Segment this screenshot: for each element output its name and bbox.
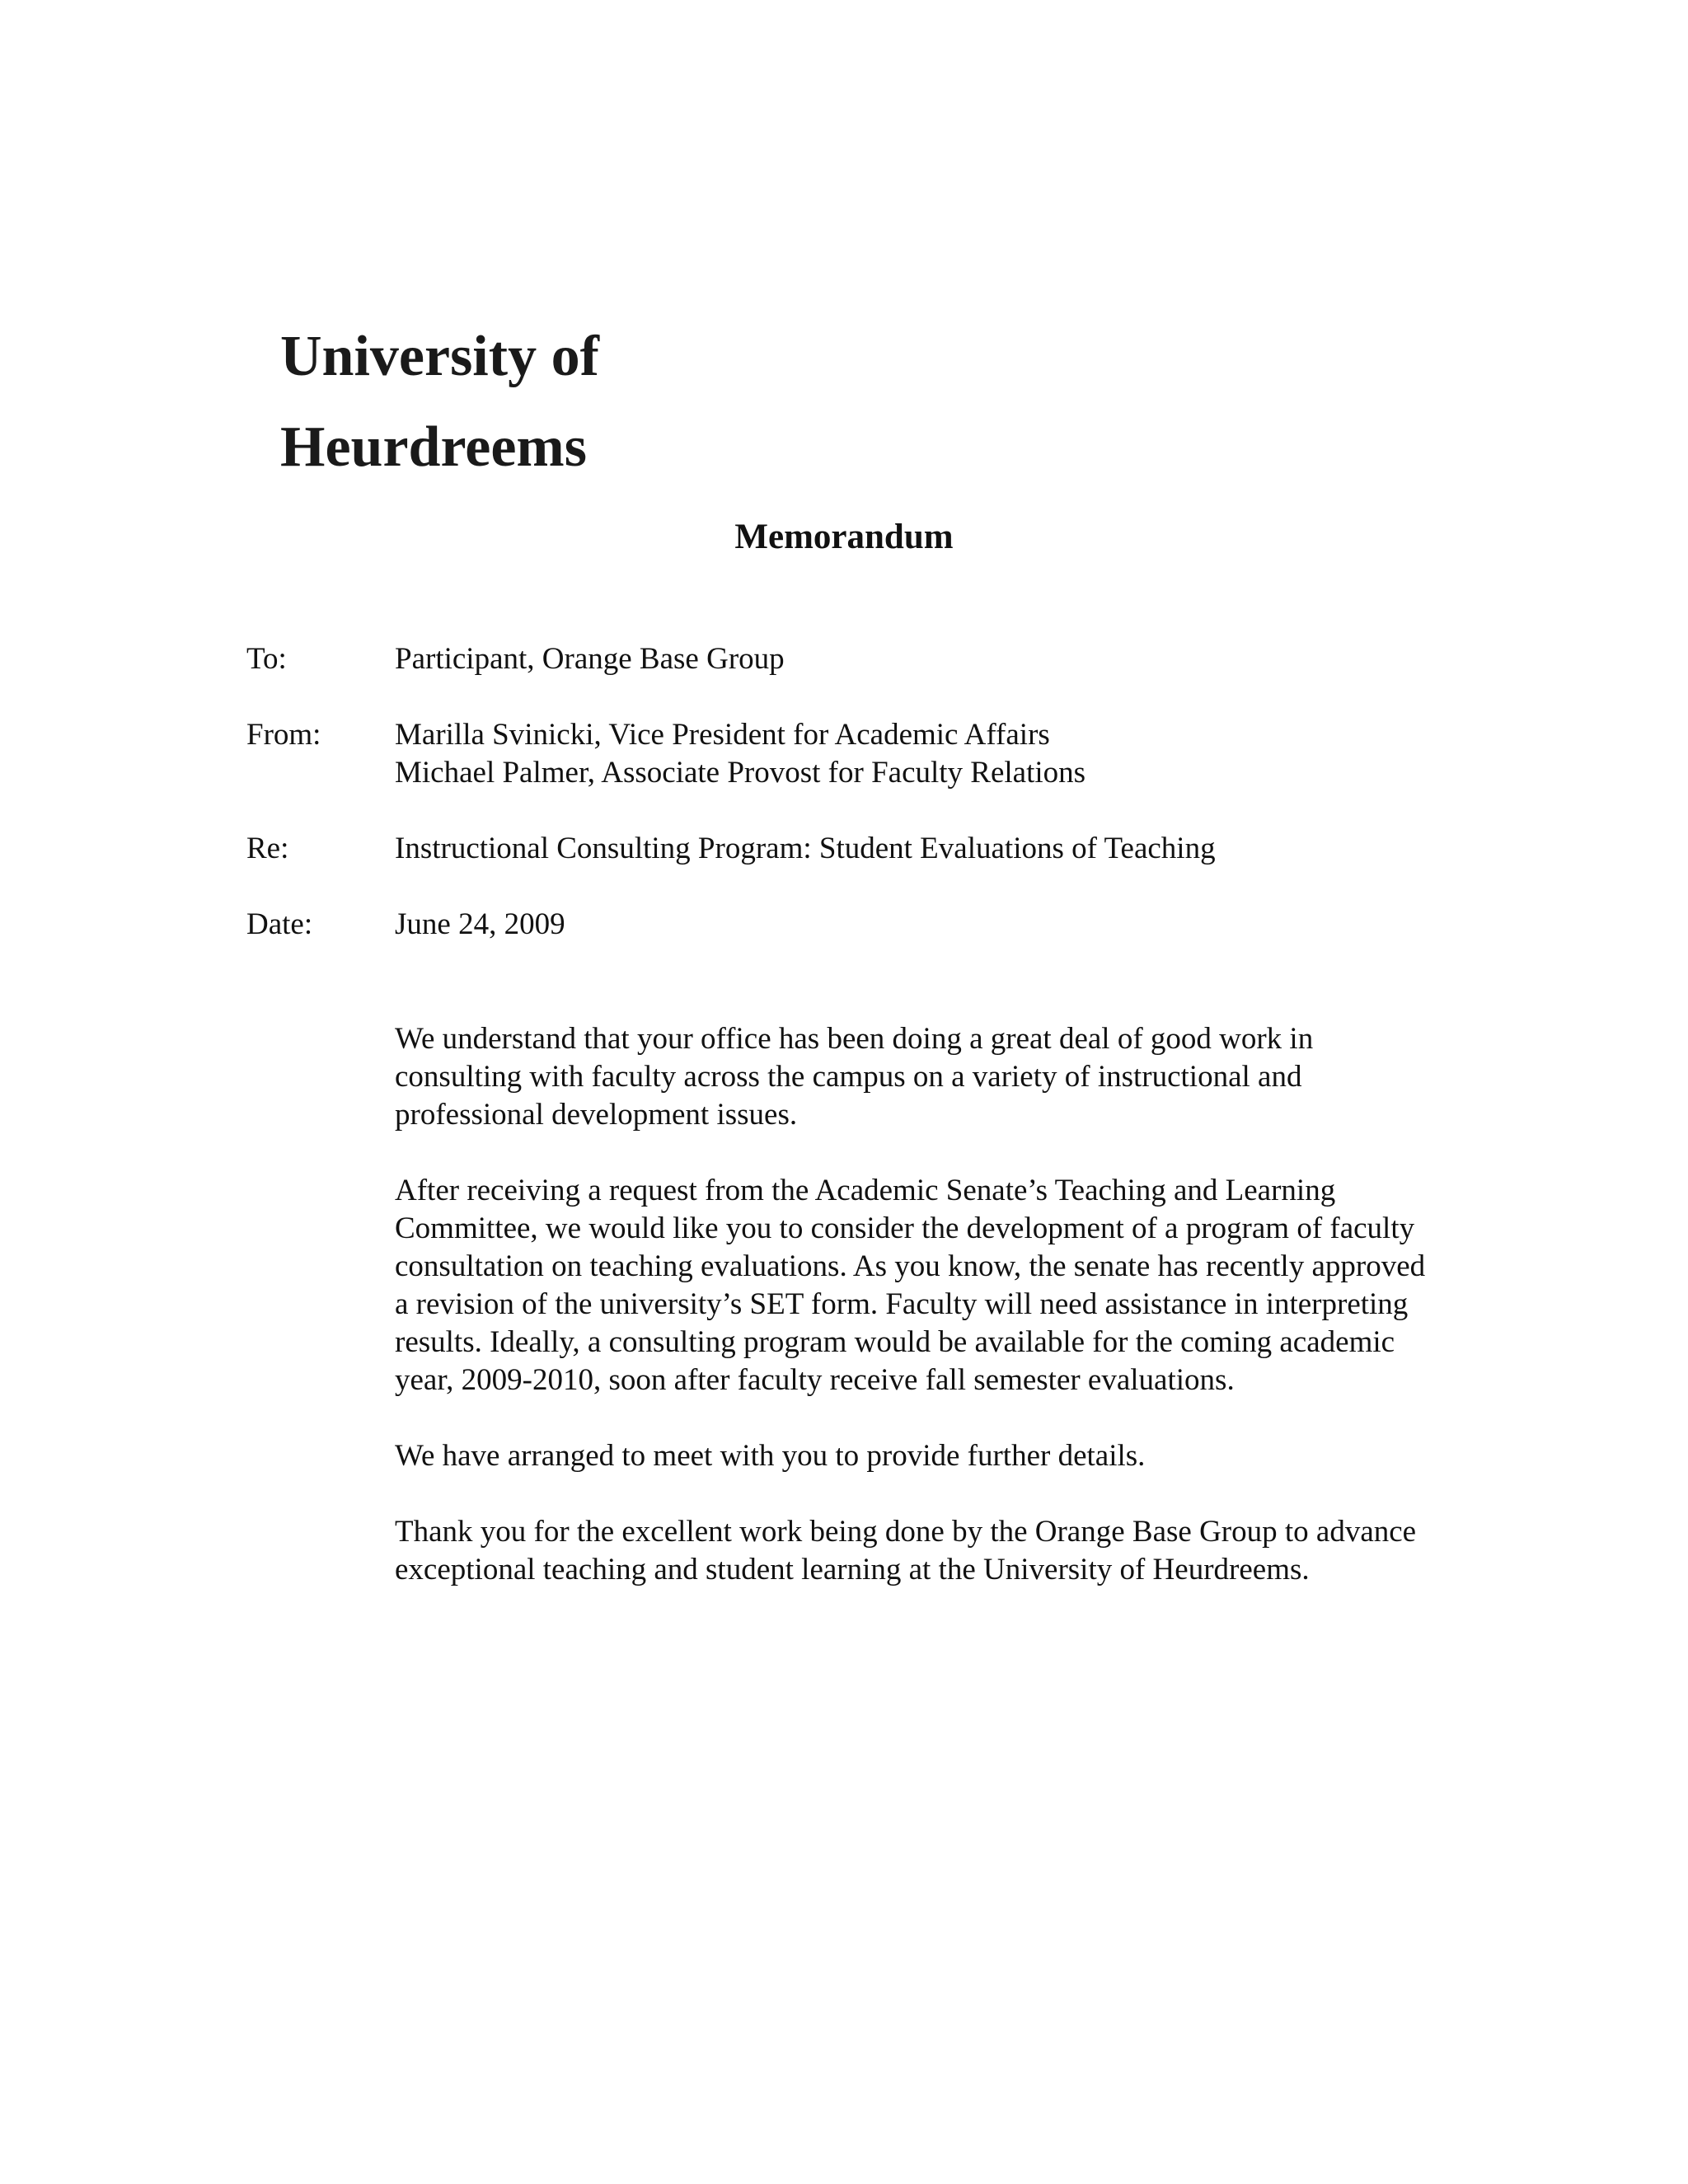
from-sender-1: Marilla Svinicki, Vice President for Academic Affairs [395, 718, 1050, 752]
memo-body [395, 1020, 1433, 1627]
logo-line-2: Heurdreems [280, 415, 587, 479]
to-label: To: [246, 642, 287, 676]
logo-line-1: University of [280, 325, 599, 388]
body-paragraph-4: Thank you for the excellent work being done by the Orange Base Group to advance exceptional teaching and student learning at the University of Heurdreems. [395, 1515, 1417, 1586]
from-value [395, 716, 1085, 792]
to-value: Participant, Orange Base Group [395, 642, 785, 676]
from-label: From: [246, 718, 321, 752]
from-sender-2: Michael Palmer, Associate Provost for Faculty Relations [395, 756, 1086, 790]
university-logo [280, 312, 599, 493]
date-label: Date: [246, 907, 313, 941]
body-paragraph-1: We understand that your office has been doing a great deal of good work in consulting with faculty across the campus on a variety of instructional and professional development issues. [395, 1022, 1314, 1132]
body-paragraph-2: After receiving a request from the Academic Senate’s Teaching and Learning Committee, we would like you to consider the development of a program of faculty consultation on teaching evaluations. As you know, the senate has recently approved a revision of the university’s SET form. Faculty will need assistance in interpreting results. Ideally, a consulting program would be available for the coming academic year, 2009-2010, soon after faculty receive fall semester evaluations. [395, 1174, 1426, 1397]
body-paragraph-3: We have arranged to meet with you to provide further details. [395, 1439, 1146, 1473]
re-label: Re: [246, 832, 289, 865]
memo-title: Memorandum [734, 518, 954, 556]
re-value: Instructional Consulting Program: Student Evaluations of Teaching [395, 832, 1216, 865]
date-value: June 24, 2009 [395, 907, 565, 941]
